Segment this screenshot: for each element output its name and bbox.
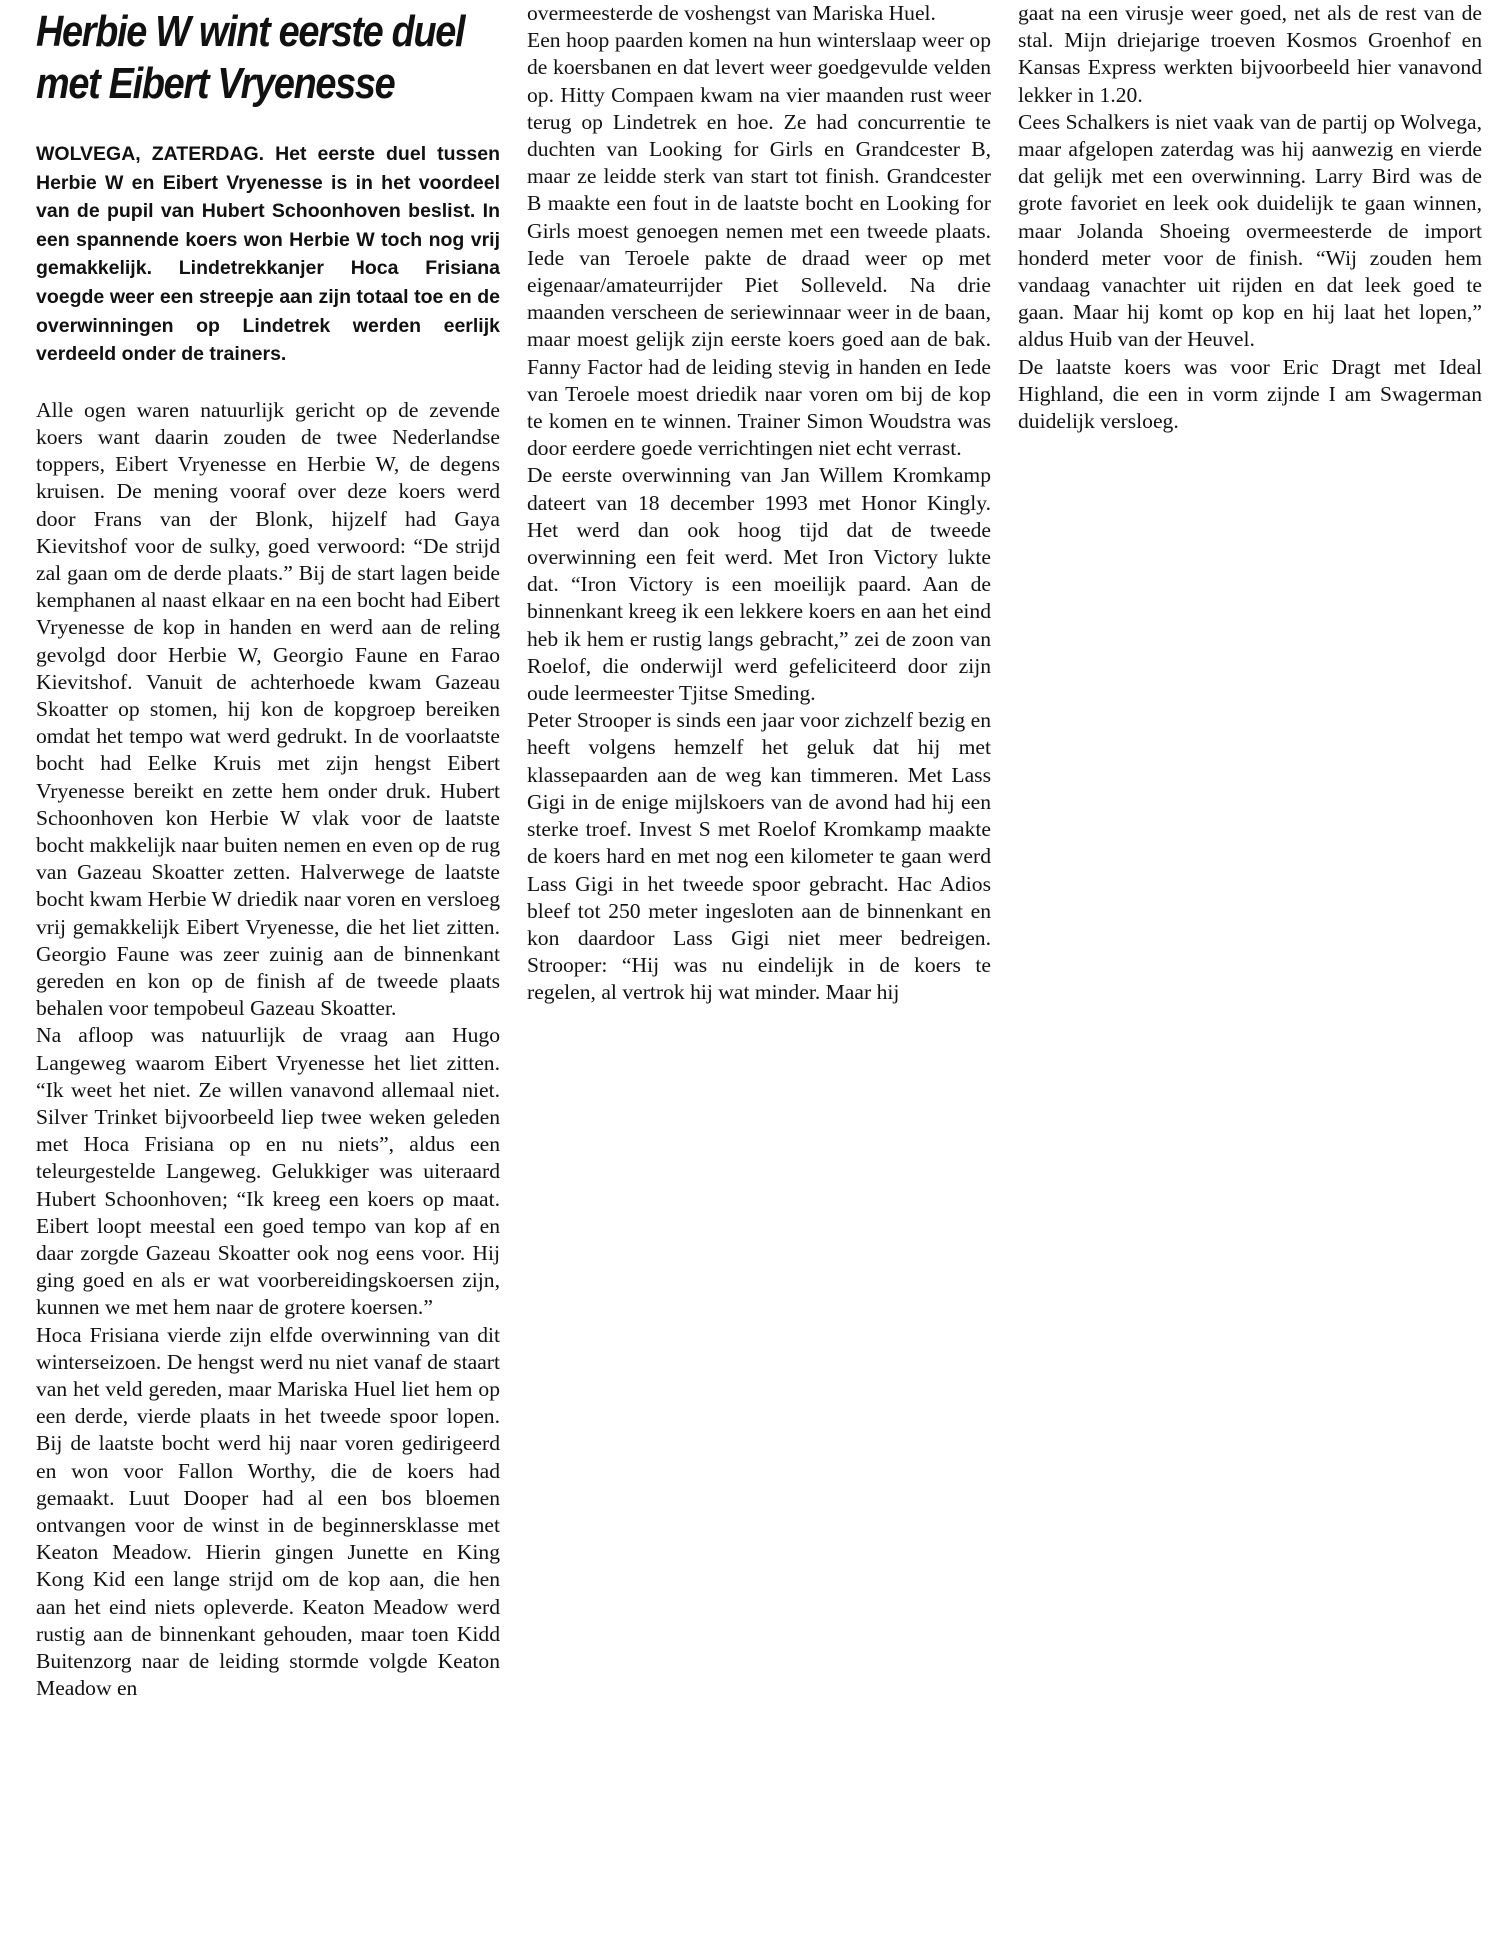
body-paragraph: Een hoop paarden komen na hun winterslaap weer op de koersbanen en dat levert weer goedgevulde velden op. Hitty Compaen kwam na vier maanden rust weer terug op Lindetrek en hoe. Ze had concurrentie te duchten van Looking for Girls en Grandcester B, maar ze leidde sterk van start tot finish. Grandcester B maakte een fout in de laatste bocht en Looking for Girls moest genoegen nemen met een tweede plaats. Iede van Teroele pakte de draad weer op met eigenaar/amateurrijder Piet Solleveld. Na drie maanden verscheen de seriewinnaar weer in de baan, maar moest gelijk zijn eerste koers goed aan de bak. Fanny Factor had de leiding stevig in handen en Iede van Teroele moest driedik naar voren om bij de kop te komen en te winnen. Trainer Simon Woudstra was door eerdere goede verrichtingen niet echt verrast.	[527, 28, 991, 461]
article-column-1	[36, 0, 500, 1703]
body-paragraph: Na afloop was natuurlijk de vraag aan Hugo Langeweg waarom Eibert Vryenesse het liet zitten. “Ik weet het niet. Ze willen vanavond allemaal niet. Silver Trinket bijvoorbeeld liep twee weken geleden met Hoca Frisiana op en nu niets”, aldus een teleurgestelde Langeweg. Gelukkiger was uiteraard Hubert Schoonhoven; “Ik kreeg een koers op maat. Eibert loopt meestal een goed tempo van kop af en daar zorgde Gazeau Skoatter ook nog eens voor. Hij ging goed en als er wat voorbereidingskoersen zijn, kunnen we met hem naar de grotere koersen.”	[36, 1023, 500, 1320]
body-paragraph: gaat na een virusje weer goed, net als de rest van de stal. Mijn driejarige troeven Kosmos Groenhof en Kansas Express werkten bijvoorbeeld hier vanavond lekker in 1.20.	[1018, 1, 1482, 107]
column-2-body	[527, 0, 991, 1007]
lead-text: Het eerste duel tussen Herbie W en Eibert Vryenesse is in het voordeel van de pupil van Hubert Schoonhoven beslist. In een spannende koers won Herbie W toch nog vrij gemakkelijk. Lindetrekkanjer Hoca Frisiana voegde weer een streepje aan zijn totaal toe en de overwinningen op Lindetrek werden eerlijk verdeeld onder de trainers.	[36, 143, 500, 366]
body-paragraph: overmeesterde de voshengst van Mariska Huel.	[527, 1, 936, 25]
body-paragraph: Peter Strooper is sinds een jaar voor zichzelf bezig en heeft volgens hemzelf het geluk dat hij met klassepaarden aan de weg kan timmeren. Met Lass Gigi in de enige mijlskoers van de avond had hij een sterke troef. Invest S met Roelof Kromkamp maakte de koers hard en met nog een kilometer te gaan werd Lass Gigi in het tweede spoor gebracht. Hac Adios bleef tot 250 meter ingesloten aan de binnenkant en kon daardoor Lass Gigi niet meer bedreigen. Strooper: “Hij was nu eindelijk in de koers te regelen, al vertrok hij wat minder. Maar hij	[527, 708, 991, 1005]
column-1-body	[36, 397, 500, 1703]
article-column-3	[1018, 0, 1482, 435]
lead-dateline: WOLVEGA, ZATERDAG.	[36, 143, 265, 165]
body-paragraph: Alle ogen waren natuurlijk gericht op de zevende koers want daarin zouden de twee Nederlandse toppers, Eibert Vryenesse en Herbie W, de degens kruisen. De mening vooraf over deze koers werd door Frans van der Blonk, hijzelf had Gaya Kievitshof voor de sulky, goed verwoord: “De strijd zal gaan om de derde plaats.” Bij de start lagen beide kemphanen al naast elkaar en na een bocht had Eibert Vryenesse de kop in handen en werd aan de reling gevolgd door Herbie W, Georgio Faune en Farao Kievitshof. Vanuit de achterhoede kwam Gazeau Skoatter op stomen, hij kon de kopgroep bereiken omdat het tempo wat werd gedrukt. In de voorlaatste bocht had Eelke Kruis met zijn hengst Eibert Vryenesse bereikt en zette hem onder druk. Hubert Schoonhoven kon Herbie W vlak voor de laatste bocht makkelijk naar buiten nemen en even op de rug van Gazeau Skoatter zetten. Halverwege de laatste bocht kwam Herbie W driedik naar voren en versloeg vrij gemakkelijk Eibert Vryenesse, die het liet zitten. Georgio Faune was zeer zuinig aan de binnenkant gereden en kon op de finish af de tweede plaats behalen voor tempobeul Gazeau Skoatter.	[36, 397, 500, 1021]
article-lead	[36, 140, 500, 369]
column-3-body	[1018, 0, 1482, 435]
body-paragraph: Hoca Frisiana vierde zijn elfde overwinning van dit winterseizoen. De hengst werd nu niet vanaf de staart van het veld gereden, maar Mariska Huel liet hem op een derde, vierde plaats in het tweede spoor lopen. Bij de laatste bocht werd hij naar voren gedirigeerd en won voor Fallon Worthy, die de koers had gemaakt. Luut Dooper had al een bos bloemen ontvangen voor de winst in de beginnersklasse met Keaton Meadow. Hierin gingen Junette en King Kong Kid een lange strijd om de kop aan, die hen aan het eind niets opleverde. Keaton Meadow werd rustig aan de binnenkant gehouden, maar toen Kidd Buitenzorg naar de leiding stormde volgde Keaton Meadow en	[36, 1322, 500, 1701]
body-paragraph: De eerste overwinning van Jan Willem Kromkamp dateert van 18 december 1993 met Honor Kingly. Het werd dan ook hoog tijd dat de tweede overwinning een feit werd. Met Iron Victory lukte dat. “Iron Victory is een moeilijk paard. Aan de binnenkant kreeg ik een lekkere koers en aan het eind heb ik hem er rustig langs gebracht,” zei de zoon van Roelof, die onderwijl werd gefeliciteerd door zijn oude leermeester Tjitse Smeding.	[527, 463, 991, 706]
article-headline: Herbie W wint eerste duel met Eibert Vryenesse	[36, 7, 465, 108]
article-column-2	[527, 0, 991, 1007]
body-paragraph: Cees Schalkers is niet vaak van de partij op Wolvega, maar afgelopen zaterdag was hij aanwezig en vierde dat gelijk met een overwinning. Larry Bird was de grote favoriet en leek ook duidelijk te gaan winnen, maar Jolanda Shoeing overmeesterde de import honderd meter voor de finish. “Wij zouden hem vandaag vanachter uit rijden en dat leek goed te gaan. Maar hij komt op kop en hij laat het lopen,” aldus Huib van der Heuvel.	[1018, 109, 1482, 352]
body-paragraph: De laatste koers was voor Eric Dragt met Ideal Highland, die een in vorm zijnde I am Swagerman duidelijk versloeg.	[1018, 354, 1482, 434]
